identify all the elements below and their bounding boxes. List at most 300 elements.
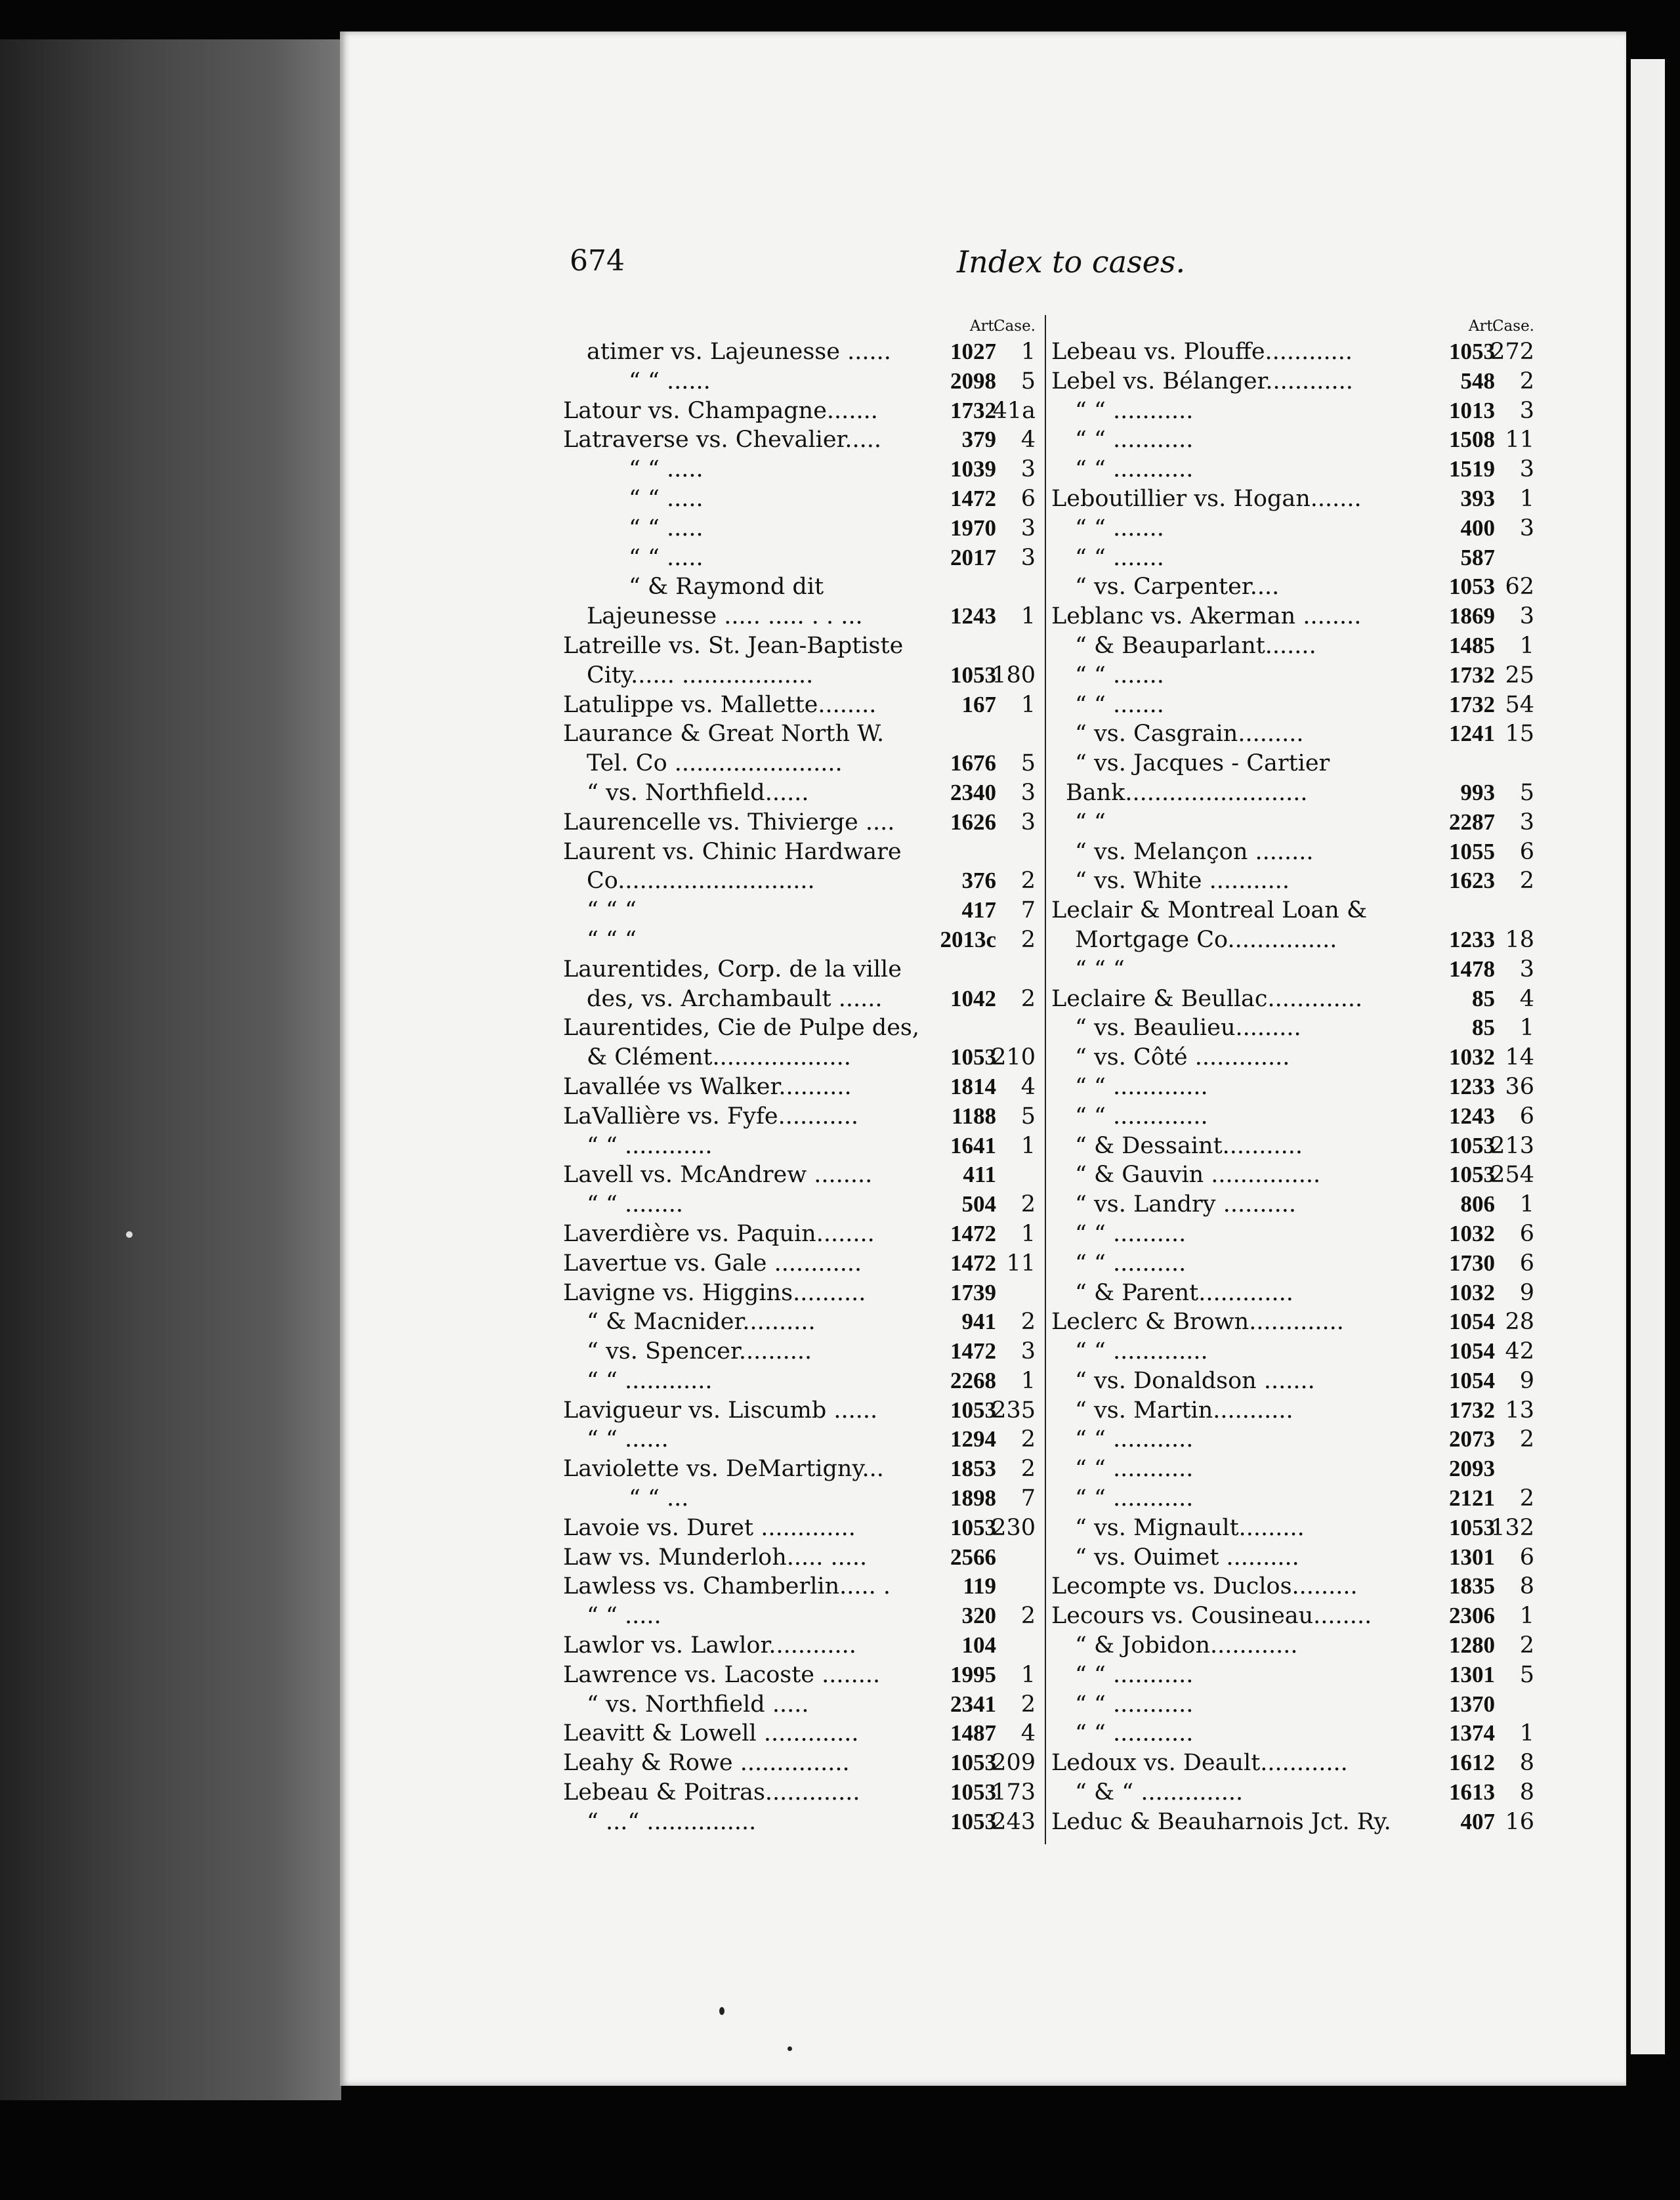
entry-article: 1995 [950,1661,996,1687]
entry-name: “ “ ............. [1075,1073,1208,1100]
entry-name: Leclair & Montreal Loan & [1051,897,1368,924]
entry-name: “ “ .......... [1075,1220,1186,1247]
entry-name: “ “ ........... [1075,1661,1194,1688]
entry-article: 1053 [950,1044,996,1070]
index-entry [1051,337,1536,367]
entry-name: & Clément................... [587,1044,851,1071]
index-entry [563,1631,1037,1661]
entry-case: 2 [1519,1485,1534,1512]
entry-case: 2 [1020,1309,1036,1336]
entry-case: 42 [1505,1338,1534,1365]
entry-name: atimer vs. Lajeunesse ...... [587,339,891,365]
entry-article: 167 [961,691,996,717]
entry-article: 1053 [950,1779,996,1806]
entry-name: des, vs. Archambault ...... [587,985,883,1012]
entry-case: 2 [1519,1426,1534,1453]
entry-name: Lavell vs. McAndrew ........ [563,1162,873,1189]
entry-article: 2073 [1449,1426,1495,1452]
entry-name: “ vs. White ........... [1075,868,1290,895]
index-entry [1051,396,1536,426]
entry-case: 3 [1519,515,1534,541]
entry-name: “ “ ....... [1075,544,1164,571]
entry-article: 1732 [1449,662,1495,688]
entry-article: 1054 [1449,1309,1495,1335]
entry-name: Tel. Co ....................... [587,750,843,777]
entry-article: 1054 [1449,1338,1495,1364]
entry-case: 4 [1020,1720,1036,1747]
entry-name: “ “ ........... [1075,1691,1194,1718]
index-entry [563,514,1037,543]
entry-name: Lavigne vs. Higgins.......... [563,1279,866,1306]
entry-article: 1053 [1449,1132,1495,1158]
entry-article: 1013 [1449,397,1495,423]
entry-case: 254 [1490,1162,1534,1189]
entry-article: 806 [1460,1191,1495,1217]
entry-name: “ “ .......... [1075,1250,1186,1277]
index-entry [1051,1425,1536,1454]
index-column-left [563,315,1037,1837]
index-entry [1051,1601,1536,1631]
entry-case: 1 [1519,632,1534,659]
index-entry [1051,1279,1536,1308]
entry-article: 2566 [950,1544,996,1570]
entry-name: Lavoie vs. Duret ............. [563,1514,856,1541]
entry-name: Lawless vs. Chamberlin..... . [563,1573,891,1600]
index-entry [563,1013,1037,1043]
entry-name: “ “ ..... [629,544,704,571]
index-entry [1051,1072,1536,1102]
entry-case: 3 [1020,544,1036,571]
entry-article: 85 [1472,1015,1495,1041]
entry-case: 2 [1519,1632,1534,1659]
index-entry [563,484,1037,514]
entry-case: 2 [1020,1456,1036,1483]
entry-name: “ vs. Melançon ........ [1075,838,1314,865]
entry-case: 9 [1519,1279,1534,1306]
index-entry [1051,955,1536,984]
entry-name: “ vs. Landry .......... [1075,1191,1296,1218]
index-entry [563,367,1037,396]
entry-name: Lecompte vs. Duclos......... [1051,1573,1358,1600]
entry-name: “ “ ........... [1075,1426,1194,1453]
entry-case: 213 [1490,1132,1534,1159]
entry-rest: Vallière vs. Fyfe........... [592,1103,858,1130]
entry-name: Laurance & Great North W. [563,721,885,748]
entry-name: “ “ ..... [629,515,704,541]
index-entry [1051,1543,1536,1573]
entry-article: 1301 [1449,1544,1495,1570]
entry-case: 8 [1519,1750,1534,1777]
index-entry [563,925,1037,955]
entry-article: 393 [1460,485,1495,511]
entry-case: 3 [1020,809,1036,836]
index-entry [1051,1513,1536,1543]
entry-name: “ vs. Casgrain......... [1075,721,1304,748]
index-entry [1051,631,1536,661]
entry-article: 1039 [950,456,996,482]
entry-name: Lajeunesse ..... ..... . . ... [587,603,863,630]
entry-case: 210 [992,1044,1036,1071]
index-entry [563,1748,1037,1778]
entry-name: Laurentides, Corp. de la ville [563,956,902,983]
index-entry [1051,572,1536,602]
index-entry [1051,1102,1536,1132]
entry-case: 132 [1490,1514,1534,1541]
entry-article: 407 [1460,1808,1495,1834]
entry-article: 1970 [950,515,996,541]
page-header [570,244,1541,290]
index-entry [563,1454,1037,1484]
speck [719,2007,724,2015]
index-entry [563,1396,1037,1426]
index-entry [1051,1719,1536,1748]
entry-article: 2341 [950,1691,996,1717]
entry-article: 1280 [1449,1632,1495,1659]
entry-case: 2 [1020,1603,1036,1630]
entry-case: 1 [1519,1015,1534,1042]
column-header [1051,315,1536,337]
entry-name: “ “ ...... [587,1426,669,1453]
entry-case: 2 [1519,368,1534,394]
entry-name: Latreille vs. St. Jean-Baptiste [563,632,904,659]
index-entry [563,719,1037,749]
entry-article: 993 [1460,779,1495,805]
entry-case: 2 [1020,985,1036,1012]
index-entry [563,896,1037,925]
entry-case: 1 [1020,691,1036,718]
entry-name: Laurent vs. Chinic Hardware [563,838,902,865]
index-entry [1051,1661,1536,1690]
entry-case: 14 [1505,1044,1534,1071]
entry-name: Laviolette vs. DeMartigny... [563,1456,884,1483]
entry-article: 85 [1472,985,1495,1011]
entry-case: 18 [1505,926,1534,953]
entry-article: 379 [961,427,996,453]
index-entry [563,1102,1037,1132]
index-entry [1051,1337,1536,1366]
entry-name: Lavigueur vs. Liscumb ...... [563,1397,878,1424]
index-entry [563,1543,1037,1573]
entry-case: 5 [1519,1661,1534,1688]
entry-name: “ & Dessaint........... [1075,1132,1303,1159]
index-entry [563,1307,1037,1337]
entry-case: 272 [1490,339,1534,365]
entry-name: “ “ ........ [587,1191,684,1218]
entry-article: 1814 [950,1073,996,1099]
index-entry [1051,1307,1536,1337]
entry-case: 5 [1020,368,1036,394]
entry-name: Lavertue vs. Gale ............ [563,1250,862,1277]
entry-name: Laverdière vs. Paquin........ [563,1220,875,1247]
entry-article: 2268 [950,1367,996,1393]
entry-article: 1054 [1449,1367,1495,1393]
index-entry [1051,896,1536,925]
entry-name: “ “ “ [587,926,637,953]
entry-name: “ & Gauvin ............... [1075,1162,1321,1189]
entry-name: “ vs. Jacques - Cartier [1075,750,1330,777]
entry-case: 3 [1020,456,1036,483]
entry-article: 417 [961,897,996,923]
entry-name [563,1102,858,1132]
entry-case: 1 [1020,1367,1036,1394]
column-header-case: Case. [1492,318,1534,335]
index-entry [1051,808,1536,837]
index-entry [563,1043,1037,1072]
entry-name: Lebeau & Poitras............. [563,1779,860,1806]
entry-name: Laurentides, Cie de Pulpe des, [563,1015,920,1042]
entry-article: 1732 [1449,691,1495,717]
entry-name: Co........................... [587,868,815,895]
entry-article: 1053 [950,1808,996,1834]
index-entry [563,749,1037,778]
index-column-right [1045,315,1536,1844]
entry-name: “ “ ............. [1075,1103,1208,1130]
entry-article: 2121 [1449,1485,1495,1512]
entry-name: Leclaire & Beullac............. [1051,985,1363,1012]
entry-article: 1053 [950,1514,996,1540]
index-entry [563,1601,1037,1631]
index-entry [563,631,1037,661]
index-entry [1051,1396,1536,1426]
entry-case: 2 [1519,868,1534,895]
index-entry [1051,1454,1536,1484]
entry-prefix: La [563,1103,593,1130]
entry-article: 1641 [950,1132,996,1158]
entry-name: Mortgage Co............... [1075,926,1337,953]
entry-article: 1835 [1449,1573,1495,1599]
entry-article: 1613 [1449,1779,1495,1806]
entry-article: 1485 [1449,632,1495,658]
entry-name: “ vs. Côté ............. [1075,1044,1290,1071]
entry-article: 1853 [950,1456,996,1482]
index-entry [563,1279,1037,1308]
entry-case: 62 [1505,574,1534,601]
index-entry [563,866,1037,896]
entry-name: “ “ ....... [1075,515,1164,541]
index-entry [1051,367,1536,396]
entry-name: “ “ ..... [629,456,704,483]
index-entry [1051,514,1536,543]
entry-name: “ “ ...... [629,368,711,394]
entry-case: 2 [1020,926,1036,953]
entry-name: “ “ [1075,809,1106,836]
entry-article: 1032 [1449,1044,1495,1070]
entry-case: 5 [1020,750,1036,777]
entry-name: Leavitt & Lowell ............. [563,1720,859,1747]
entry-name: “ vs. Northfield ..... [587,1691,809,1718]
index-entry [1051,1631,1536,1661]
entry-case: 1 [1020,1220,1036,1247]
index-entry [1051,1690,1536,1720]
entry-article: 1243 [1449,1103,1495,1129]
entry-name: “ “ ....... [1075,691,1164,718]
entry-name: Laurencelle vs. Thivierge .... [563,809,895,836]
entry-article: 1478 [1449,956,1495,982]
entry-name: “ vs. Martin........... [1075,1397,1293,1424]
index-entry [1051,1572,1536,1601]
entry-case: 180 [992,662,1036,688]
entry-case: 8 [1519,1573,1534,1600]
entry-article: 2287 [1449,809,1495,835]
index-entry [1051,837,1536,867]
entry-case: 6 [1020,485,1036,512]
entry-case: 36 [1505,1073,1534,1100]
entry-article: 2340 [950,779,996,805]
entry-case: 2 [1020,868,1036,895]
index-entry [563,955,1037,984]
index-entry [1051,661,1536,690]
column-header-art: Art. [969,318,999,335]
entry-case: 3 [1519,397,1534,424]
entry-article: 1243 [950,603,996,629]
entry-article: 1053 [950,1397,996,1423]
entry-article: 2098 [950,368,996,394]
entry-article: 1055 [1449,838,1495,864]
entry-name: “ & Parent............. [1075,1279,1293,1306]
entry-article: 941 [961,1309,996,1335]
entry-case: 2 [1020,1426,1036,1453]
entry-article: 1233 [1449,926,1495,952]
entry-name: Lawlor vs. Lawlor............ [563,1632,856,1659]
page-number: 674 [570,244,625,278]
index-entry [1051,719,1536,749]
index-entry [1051,1043,1536,1072]
index-entry [1051,1013,1536,1043]
index-entry [1051,1160,1536,1190]
entry-article: 320 [961,1603,996,1629]
entry-name: “ “ ............ [587,1367,713,1394]
entry-name: “ & Beauparlant....... [1075,632,1316,659]
index-entry [563,1337,1037,1366]
entry-name: Leboutillier vs. Hogan....... [1051,485,1362,512]
entry-case: 5 [1519,779,1534,806]
index-entry [1051,425,1536,455]
entry-article: 1730 [1449,1250,1495,1276]
column-header-art: Art. [1468,318,1498,335]
entry-article: 1053 [950,1750,996,1776]
entry-case: 1 [1020,1661,1036,1688]
entry-article: 1732 [1449,1397,1495,1423]
entry-case: 2 [1020,1191,1036,1218]
entry-name: “ vs. Mignault......... [1075,1514,1305,1541]
entry-name: Leblanc vs. Akerman ........ [1051,603,1362,630]
index-entry [1051,602,1536,631]
entry-case: 1 [1020,1132,1036,1159]
entry-name: “ “ ........... [1075,1456,1194,1483]
entry-article: 504 [961,1191,996,1217]
index-entry [563,425,1037,455]
index-entry [563,661,1037,690]
entry-case: 3 [1020,779,1036,806]
entry-name: Latraverse vs. Chevalier..... [563,427,882,454]
entry-name: “ & Raymond dit [629,574,824,601]
speck [788,2046,792,2051]
entry-name: “ & “ .............. [1075,1779,1244,1806]
entry-name: City...... .................. [587,662,814,688]
entry-name: “ “ “ [587,897,637,924]
entry-name: Leclerc & Brown............. [1051,1309,1344,1336]
entry-name: “ “ ... [629,1485,689,1512]
entry-article: 1519 [1449,456,1495,482]
entry-article: 1472 [950,1220,996,1246]
entry-case: 7 [1020,1485,1036,1512]
index-entry [1051,1190,1536,1219]
index-entry [563,837,1037,867]
entry-article: 587 [1460,544,1495,570]
entry-case: 13 [1505,1397,1534,1424]
entry-case: 3 [1519,956,1534,983]
entry-article: 2013c [940,926,996,952]
index-entry [563,396,1037,426]
entry-case: 4 [1020,427,1036,454]
index-entry [563,1690,1037,1720]
index-entry [1051,690,1536,720]
entry-case: 4 [1020,1073,1036,1100]
entry-article: 119 [963,1573,996,1599]
index-entry [1051,455,1536,484]
entry-case: 6 [1519,1220,1534,1247]
entry-case: 173 [992,1779,1036,1806]
entry-case: 11 [1505,427,1534,454]
entry-case: 16 [1505,1808,1534,1835]
entry-article: 1053 [1449,574,1495,600]
index-entry [563,455,1037,484]
entry-article: 1623 [1449,868,1495,894]
index-entry [1051,866,1536,896]
entry-name: “ “ ........... [1075,456,1194,483]
index-entry [1051,749,1536,778]
column-header-case: Case. [993,318,1036,335]
entry-name: Latulippe vs. Mallette........ [563,691,877,718]
entry-case: 25 [1505,662,1534,688]
entry-case: 9 [1519,1367,1534,1394]
index-entry [1051,1132,1536,1161]
index-entry [563,1808,1037,1837]
index-entry [563,808,1037,837]
index-entry [1051,1249,1536,1279]
index-entry [563,1661,1037,1690]
entry-article: 1487 [950,1720,996,1746]
entry-article: 1732 [950,397,996,423]
entry-case: 1 [1519,1720,1534,1747]
index-entry [563,778,1037,808]
entry-article: 1042 [950,985,996,1011]
entry-name: “ “ ..... [629,485,704,512]
entry-case: 15 [1505,721,1534,748]
entry-article: 1869 [1449,603,1495,629]
entry-article: 1241 [1449,721,1495,747]
index-entry [1051,543,1536,573]
entry-case: 1 [1519,1191,1534,1218]
entry-article: 1032 [1449,1279,1495,1305]
entry-case: 41a [992,397,1036,424]
entry-name: Law vs. Munderloh..... ..... [563,1544,868,1571]
entry-name: “ vs. Beaulieu......... [1075,1015,1301,1042]
entry-case: 4 [1519,985,1534,1012]
entry-article: 1472 [950,485,996,511]
index-entry [563,337,1037,367]
index-entry [563,1484,1037,1513]
index-entry [563,690,1037,720]
entry-case: 28 [1505,1309,1534,1336]
index-entry [563,1513,1037,1543]
index-entry [563,1366,1037,1396]
entry-case: 6 [1519,1250,1534,1277]
entry-article: 1472 [950,1338,996,1364]
entry-article: 1053 [1449,1514,1495,1540]
entry-article: 104 [961,1632,996,1659]
entry-article: 1032 [1449,1220,1495,1246]
